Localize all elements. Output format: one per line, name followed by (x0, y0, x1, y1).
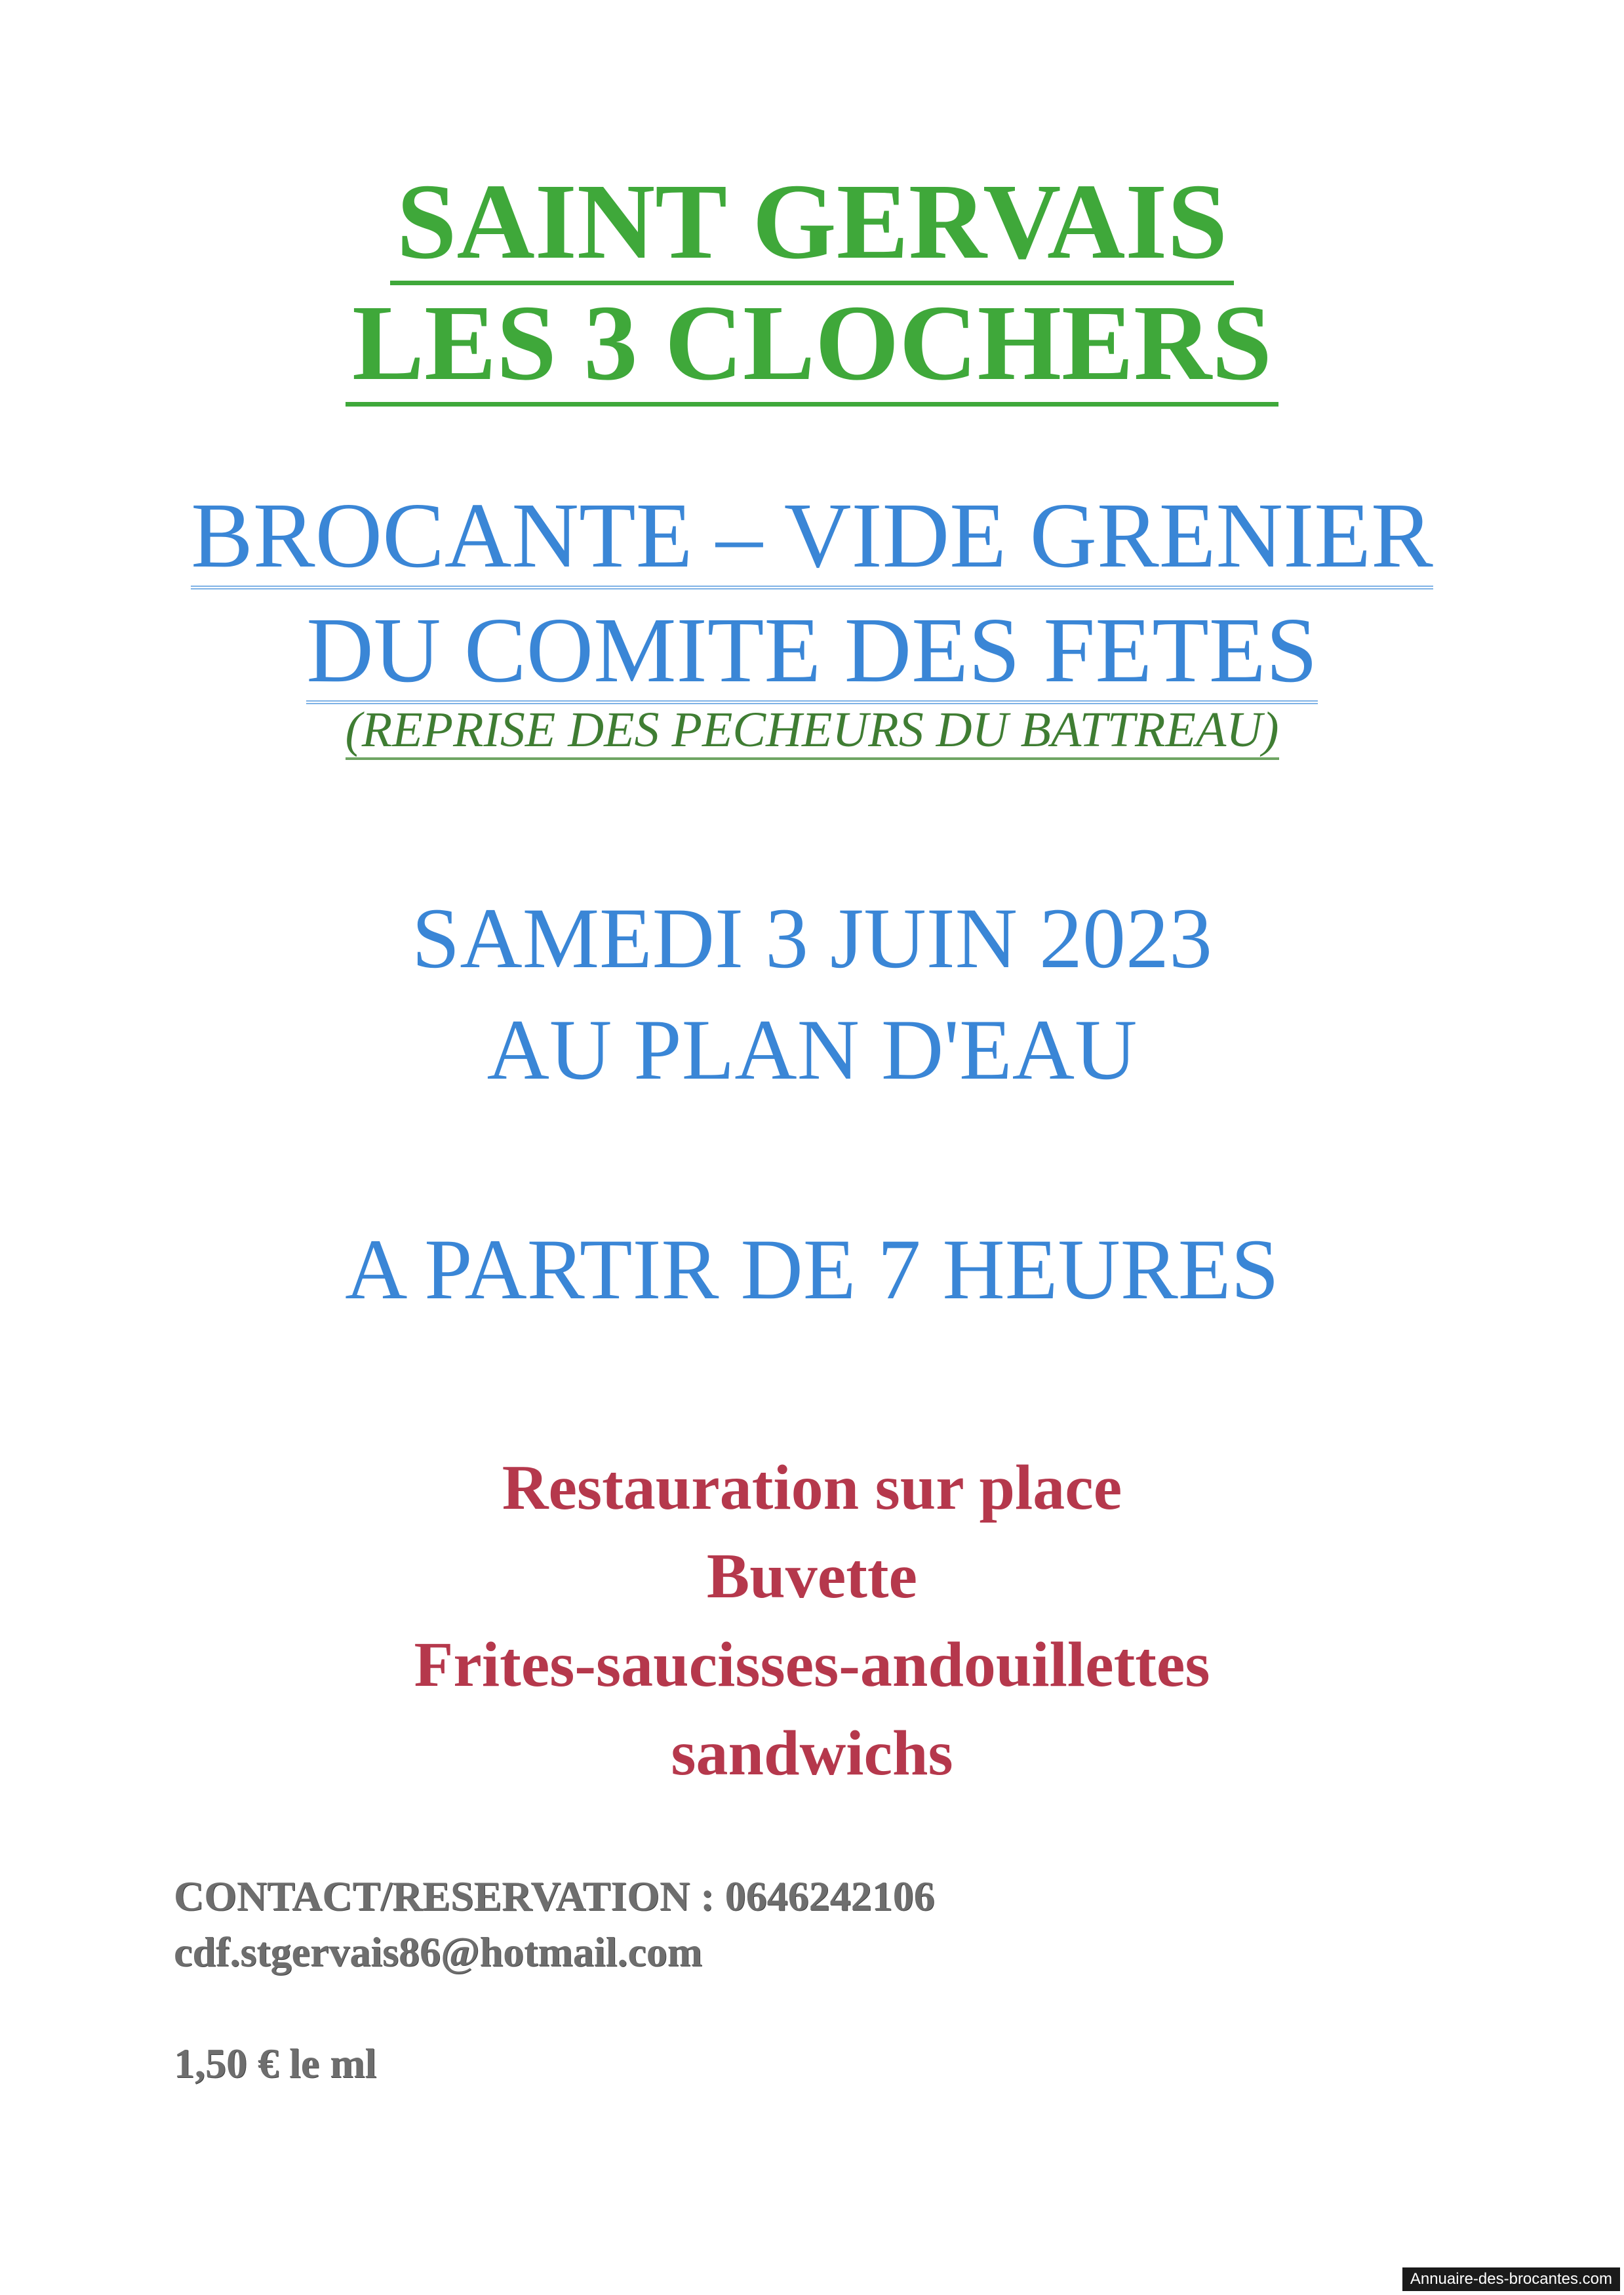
price-per-meter: 1,50 € le ml (174, 2040, 377, 2086)
event-place: AU PLAN D'EAU (486, 1001, 1138, 1098)
title-town: SAINT GERVAIS (390, 167, 1234, 285)
service-item-food: Frites-saucisses-andouillettes (414, 1629, 1210, 1700)
title-line-1 (0, 161, 1624, 285)
title-line-2 (0, 283, 1624, 407)
contact-email: cdf.stgervais86@hotmail.com (174, 1928, 703, 1975)
event-name: BROCANTE – VIDE GRENIER (191, 489, 1433, 589)
title-town-suffix: LES 3 CLOCHERS (346, 289, 1278, 407)
event-note-line (0, 702, 1624, 760)
service-item-sandwichs: sandwichs (671, 1718, 953, 1789)
event-note: (REPRISE DES PECHEURS DU BATTREAU) (346, 705, 1279, 760)
event-line-1 (0, 483, 1624, 589)
event-date: SAMEDI 3 JUIN 2023 (412, 890, 1212, 986)
service-item-buvette: Buvette (706, 1541, 918, 1612)
contact-reservation: CONTACT/RESERVATION : 0646242106 (174, 1873, 935, 1919)
service-item-restauration: Restauration sur place (502, 1452, 1122, 1523)
event-line-2 (0, 598, 1624, 704)
event-organizer: DU COMITE DES FETES (306, 603, 1317, 704)
site-watermark: Annuaire-des-brocantes.com (1402, 2267, 1620, 2291)
event-time: A PARTIR DE 7 HEURES (345, 1221, 1279, 1317)
